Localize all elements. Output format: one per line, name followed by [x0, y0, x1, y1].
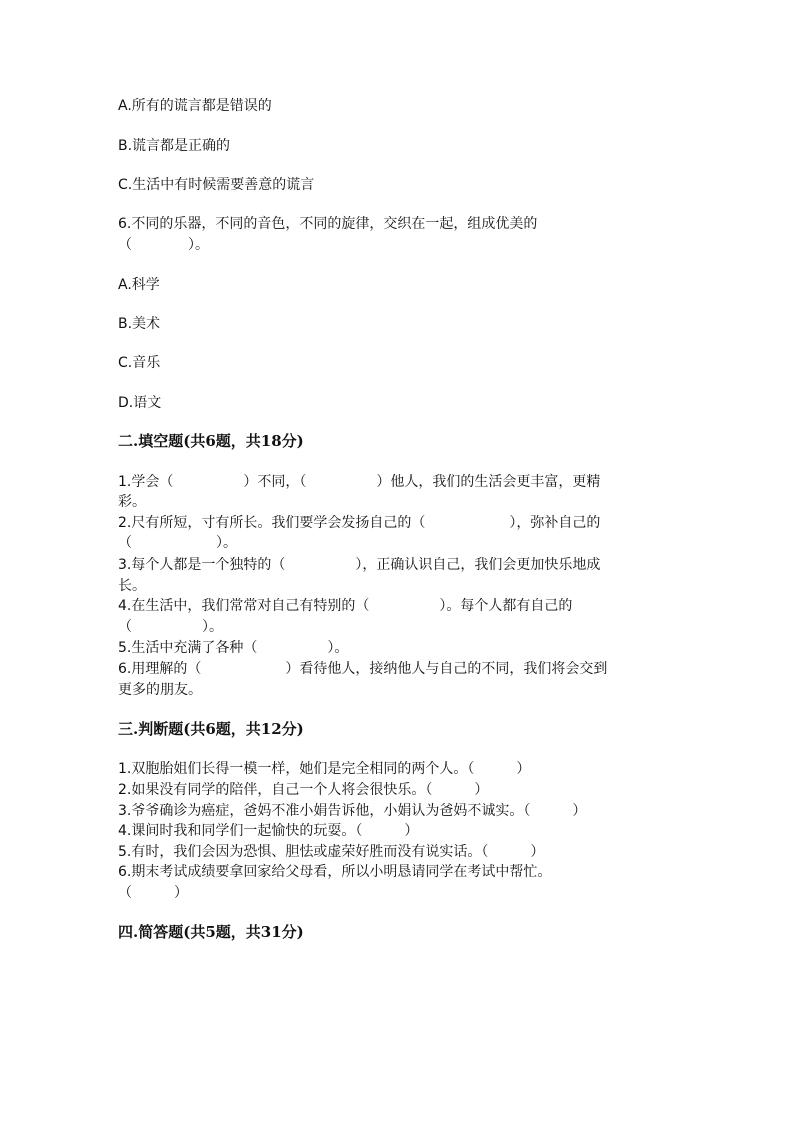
section2-line: 彩。 — [118, 494, 146, 510]
section2-line: 更多的朋友。 — [118, 682, 202, 698]
section3-line: 2.如果没有同学的陪伴，自己一个人将会很快乐。（ ） — [118, 782, 489, 798]
q6-stem-line2: （ ）。 — [118, 237, 209, 253]
q5-option-c: C.生活中有时候需要善意的谎言 — [118, 177, 315, 193]
section2-line: （ ）。 — [118, 535, 237, 551]
section2-line: 4.在生活中，我们常常对自己有特别的（ ）。每个人都有自己的 — [118, 598, 573, 614]
section2-line: 5.生活中充满了各种（ ）。 — [118, 640, 349, 656]
section2-line: 1.学会（ ）不同，（ ）他人，我们的生活会更丰富，更精 — [118, 474, 601, 490]
section2-heading: 二.填空题(共6题，共18分) — [118, 432, 304, 450]
section2-line: （ ）。 — [118, 619, 223, 635]
section3-heading: 三.判断题(共6题，共12分) — [118, 720, 304, 738]
section2-line: 6.用理解的（ ）看待他人，接纳他人与自己的不同，我们将会交到 — [118, 661, 608, 677]
q6-stem-line1: 6.不同的乐器，不同的音色，不同的旋律，交织在一起，组成优美的 — [118, 216, 538, 232]
q6-option-d: D.语文 — [118, 395, 162, 411]
q5-option-b: B.谎言都是正确的 — [118, 138, 231, 154]
section3-line: 1.双胞胎姐们长得一模一样，她们是完全相同的两个人。（ ） — [118, 761, 531, 777]
section2-line: 长。 — [118, 578, 146, 594]
section3-line: 5.有时，我们会因为恐惧、胆怯或虚荣好胜而没有说实话。（ ） — [118, 844, 545, 860]
section3-line: 3.爷爷确诊为癌症，爸妈不准小娟告诉他，小娟认为爸妈不诚实。（ ） — [118, 803, 587, 819]
q6-option-b: B.美术 — [118, 316, 161, 332]
section2-line: 2.尺有所短，寸有所长。我们要学会发扬自己的（ ），弥补自己的 — [118, 515, 601, 531]
q6-option-c: C.音乐 — [118, 355, 161, 371]
section2-line: 3.每个人都是一个独特的（ ），正确认识自己，我们会更加快乐地成 — [118, 557, 601, 573]
section3-line: 6.期末考试成绩要拿回家给父母看，所以小明恳请同学在考试中帮忙。 — [118, 864, 552, 880]
section3-line: （ ） — [118, 885, 188, 901]
section3-line: 4.课间时我和同学们一起愉快的玩耍。（ ） — [118, 823, 419, 839]
q6-option-a: A.科学 — [118, 277, 160, 293]
section4-heading: 四.简答题(共5题，共31分) — [118, 923, 304, 941]
q5-option-a: A.所有的谎言都是错误的 — [118, 98, 272, 114]
